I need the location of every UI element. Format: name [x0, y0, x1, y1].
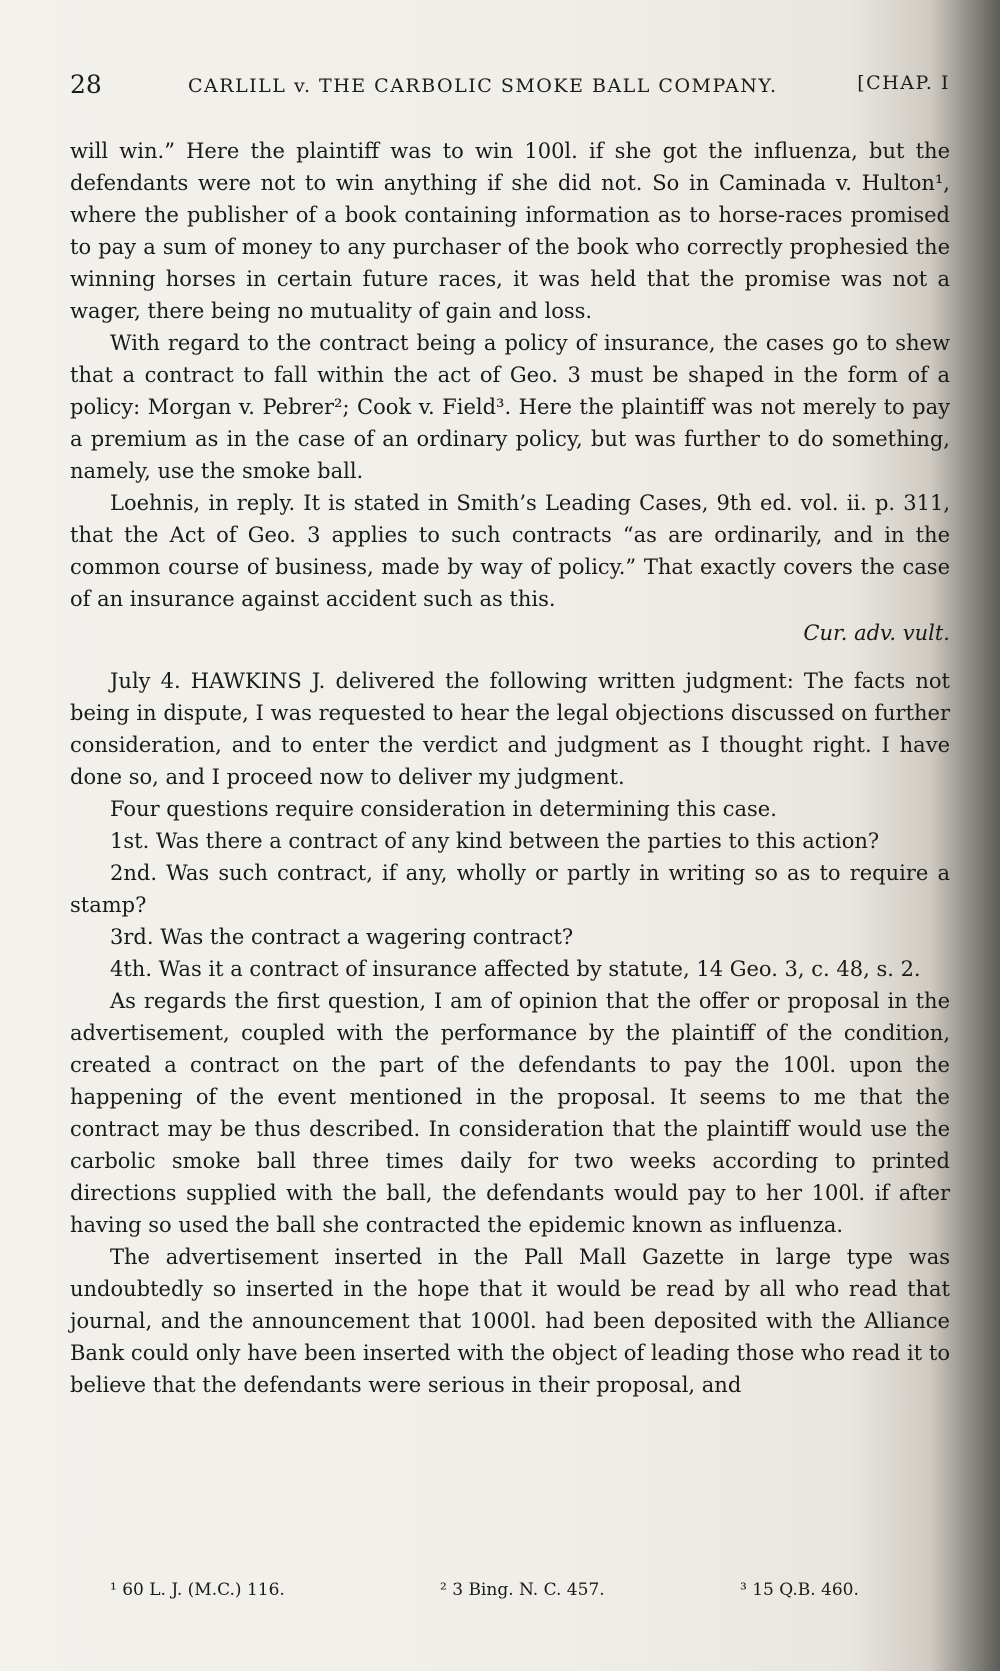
cur-adv-vult: Cur. adv. vult. [803, 621, 950, 645]
question-fourth: 4th. Was it a contract of insurance affected by statute, 14 Geo. 3, c. 48, s. 2. [110, 957, 921, 981]
paragraph-reply: Loehnis, in reply. It is stated in Smith’s Leading Cases, 9th ed. vol. ii. p. 311, that the Act of Geo. 3 applies to such contracts “as are ordinarily, and in the common course of business, made by way of policy.” That exactly covers the case of an insurance against accident such as this. [70, 491, 950, 611]
paragraph-counsel-argument-end: will win.” Here the plaintiff was to win 100l. if she got the influenza, but the defendants were not to win anything if she did not. So in Caminada v. Hulton¹, where the publisher of a book containing information as to horse-races promised to pay a sum of money to any purchaser of the book who correctly prophesied the winning horses in certain future races, it was held that the promise was not a wager, there being no mutuality of gain and loss. [70, 139, 950, 323]
paragraph-advertisement: The advertisement inserted in the Pall Mall Gazette in large type was undoubtedly so inserted in the hope that it would be read by all who read that journal, and the announcement that 1000l. had been deposited with the Alliance Bank could only have been inserted with the object of leading those who read it to believe that the defendants were serious in their proposal, and [70, 1245, 950, 1397]
question-third: 3rd. Was the contract a wagering contract? [110, 925, 574, 949]
running-title: CARLILL v. THE CARBOLIC SMOKE BALL COMPANY. [188, 75, 778, 97]
question-first: 1st. Was there a contract of any kind between the parties to this action? [110, 829, 880, 853]
paragraph-first-question: As regards the first question, I am of opinion that the offer or proposal in the advertisement, coupled with the performance by the plaintiff of the condition, created a contract on the part of the defendants to pay the 100l. upon the happening of the event mentioned in the proposal. It seems to me that the contract may be thus described. In consideration that the plaintiff would use the carbolic smoke ball three times daily for two weeks according to printed directions supplied with the ball, the defendants would pay to her 100l. if after having so used the ball she contracted the epidemic known as influenza. [70, 989, 950, 1237]
footnote-2: ² 3 Bing. N. C. 457. [440, 1580, 605, 1600]
footnote-1: ¹ 60 L. J. (M.C.) 116. [110, 1580, 285, 1600]
page-number: 28 [70, 70, 102, 99]
paragraph-four-questions: Four questions require consideration in determining this case. [110, 797, 777, 821]
chapter-label: [CHAP. I [857, 72, 950, 94]
page-body [70, 135, 950, 1401]
page-header [70, 70, 950, 110]
paragraph-insurance-policy: With regard to the contract being a policy of insurance, the cases go to shew that a contract to fall within the act of Geo. 3 must be shaped in the form of a policy: Morgan v. Pebrer²; Cook v. Field³. Here the plaintiff was not merely to pay a premium as in the case of an ordinary policy, but was further to do something, namely, use the smoke ball. [70, 331, 950, 483]
footnote-3: ³ 15 Q.B. 460. [740, 1580, 859, 1600]
paragraph-judgment-intro: July 4. HAWKINS J. delivered the following written judgment: The facts not being in dispute, I was requested to hear the legal objections discussed on further consideration, and to enter the verdict and judgment as I thought right. I have done so, and I proceed now to deliver my judgment. [70, 669, 950, 789]
question-second: 2nd. Was such contract, if any, wholly or partly in writing so as to require a stamp? [70, 861, 950, 917]
